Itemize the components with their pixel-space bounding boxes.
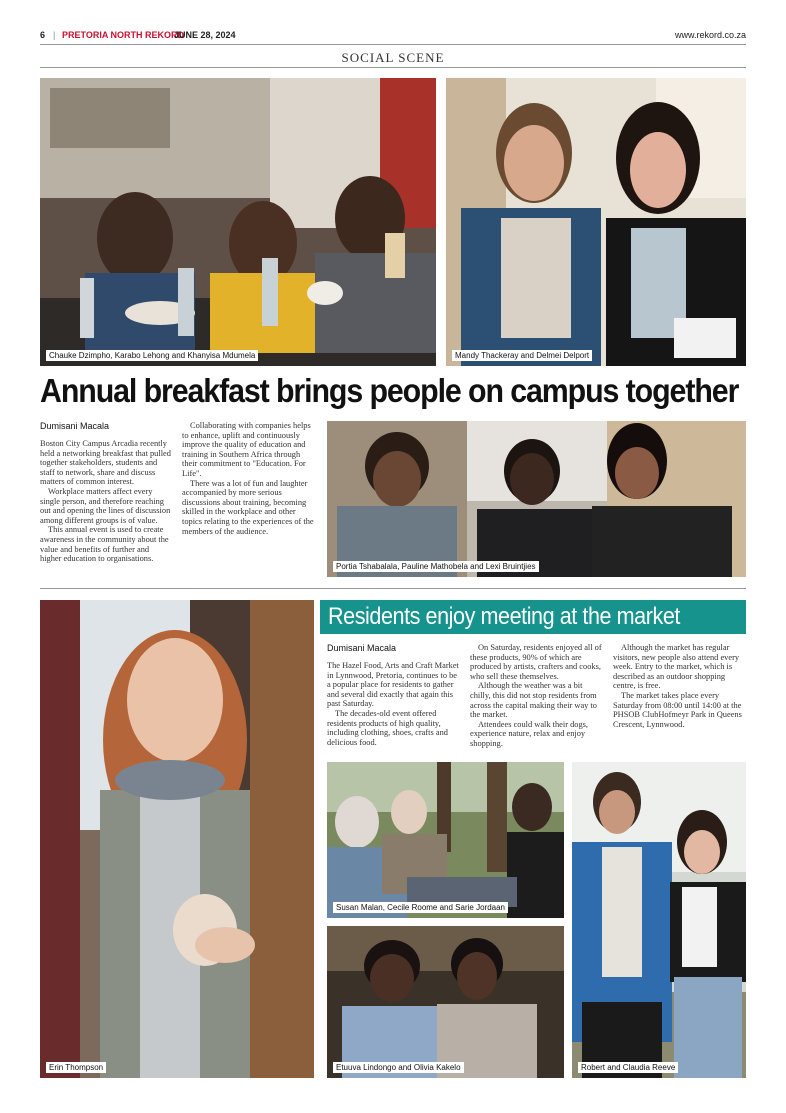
paragraph: The decades-old event offered residents products of high quality, including clothing, shoes, crafts and delicious food. (327, 708, 448, 747)
photo-caption: Chauke Dzimpho, Karabo Lehong and Khanyisa Mdumela (46, 350, 258, 361)
story-byline: Dumisani Macala (327, 643, 397, 653)
paragraph: The Hazel Food, Arts and Craft Market in Lynnwood, Pretoria, continues to be a popular place for residents to gather and several did exactly that again this past Saturday. (327, 661, 459, 709)
paragraph: Attendees could walk their dogs, experience nature, relax and enjoy shopping. (470, 719, 589, 748)
photo-two-young-women (327, 926, 564, 1078)
paragraph: This annual event is used to create awareness in the community about the value and benefits of further and higher education to organisations. (40, 525, 169, 564)
photo-caption: Susan Malan, Cecile Roome and Sarie Jordaan (333, 902, 508, 913)
photo-caption: Erin Thompson (46, 1062, 106, 1073)
paragraph: On Saturday, residents enjoyed all of these products, 90% of which are produced by artists, crafters and cooks, who sell these themselves. (470, 643, 602, 681)
photo-couple (572, 762, 746, 1078)
paragraph: Boston City Campus Arcadia recently held a networking breakfast that pulled together stakeholders, students and staff to network, share and discuss matters of common interest. (40, 439, 171, 487)
story-headline: Annual breakfast brings people on campus together (40, 372, 739, 409)
story-divider (40, 588, 746, 589)
paragraph: Although the market has regular visitors, new people also attend every week. Entry to the market, which is described as an outdoor shopping centre, is free. (613, 643, 740, 691)
story-column-2 (182, 421, 316, 536)
publication-name: PRETORIA NORTH REKORD (62, 30, 185, 40)
header-separator: | (53, 30, 56, 40)
photo-caption: Mandy Thackeray and Delmei Delport (452, 350, 592, 361)
paragraph: Although the weather was a bit chilly, this did not stop residents from across the capital making their way to the market. (470, 681, 597, 720)
photo-erin-thompson (40, 600, 314, 1078)
photo-three-women (327, 421, 746, 577)
photo-caption: Robert and Claudia Reeve (578, 1062, 678, 1073)
story-column-3 (613, 643, 746, 729)
page-number: 6 (40, 30, 46, 40)
paragraph: Collaborating with companies helps to enhance, uplift and continuously improve the quality of education and training in Southern Africa through their commitment to "Education. For Life". (182, 421, 311, 478)
section-title: SOCIAL SCENE (341, 50, 445, 65)
issue-date: JUNE 28, 2024 (174, 30, 236, 40)
story-headline: Residents enjoy meeting at the market (328, 603, 680, 630)
story-column-1 (40, 439, 172, 564)
header-rule (40, 44, 746, 45)
story-column-2 (470, 643, 603, 749)
photo-breakfast-group (40, 78, 436, 366)
page-header (40, 30, 746, 44)
photo-caption: Portia Tshabalala, Pauline Mathobela and Lexi Bruintjies (333, 561, 539, 572)
paragraph: There was a lot of fun and laughter accompanied by more serious discussions about training, becoming skilled in the workplace and other topics relating to the experiences of the members of the audience. (182, 478, 314, 536)
photo-caption: Etuuva Lindongo and Olivia Kakelo (333, 1062, 464, 1073)
photo-market-group (327, 762, 564, 918)
paragraph: Workplace matters affect every single person, and therefore reaching out and opening the lines of discussion among different groups is of value. (40, 486, 171, 525)
website-url: www.rekord.co.za (674, 30, 746, 40)
paragraph: The market takes place every Saturday from 08:00 until 14:00 at the PHSOB ClubHofmeyr Park in Queens Crescent, Lynnwood. (613, 690, 742, 729)
story-banner (320, 600, 746, 634)
story-byline: Dumisani Macala (40, 421, 110, 431)
photo-two-women (446, 78, 746, 366)
story-column-1 (327, 661, 459, 747)
section-rule (40, 67, 746, 68)
